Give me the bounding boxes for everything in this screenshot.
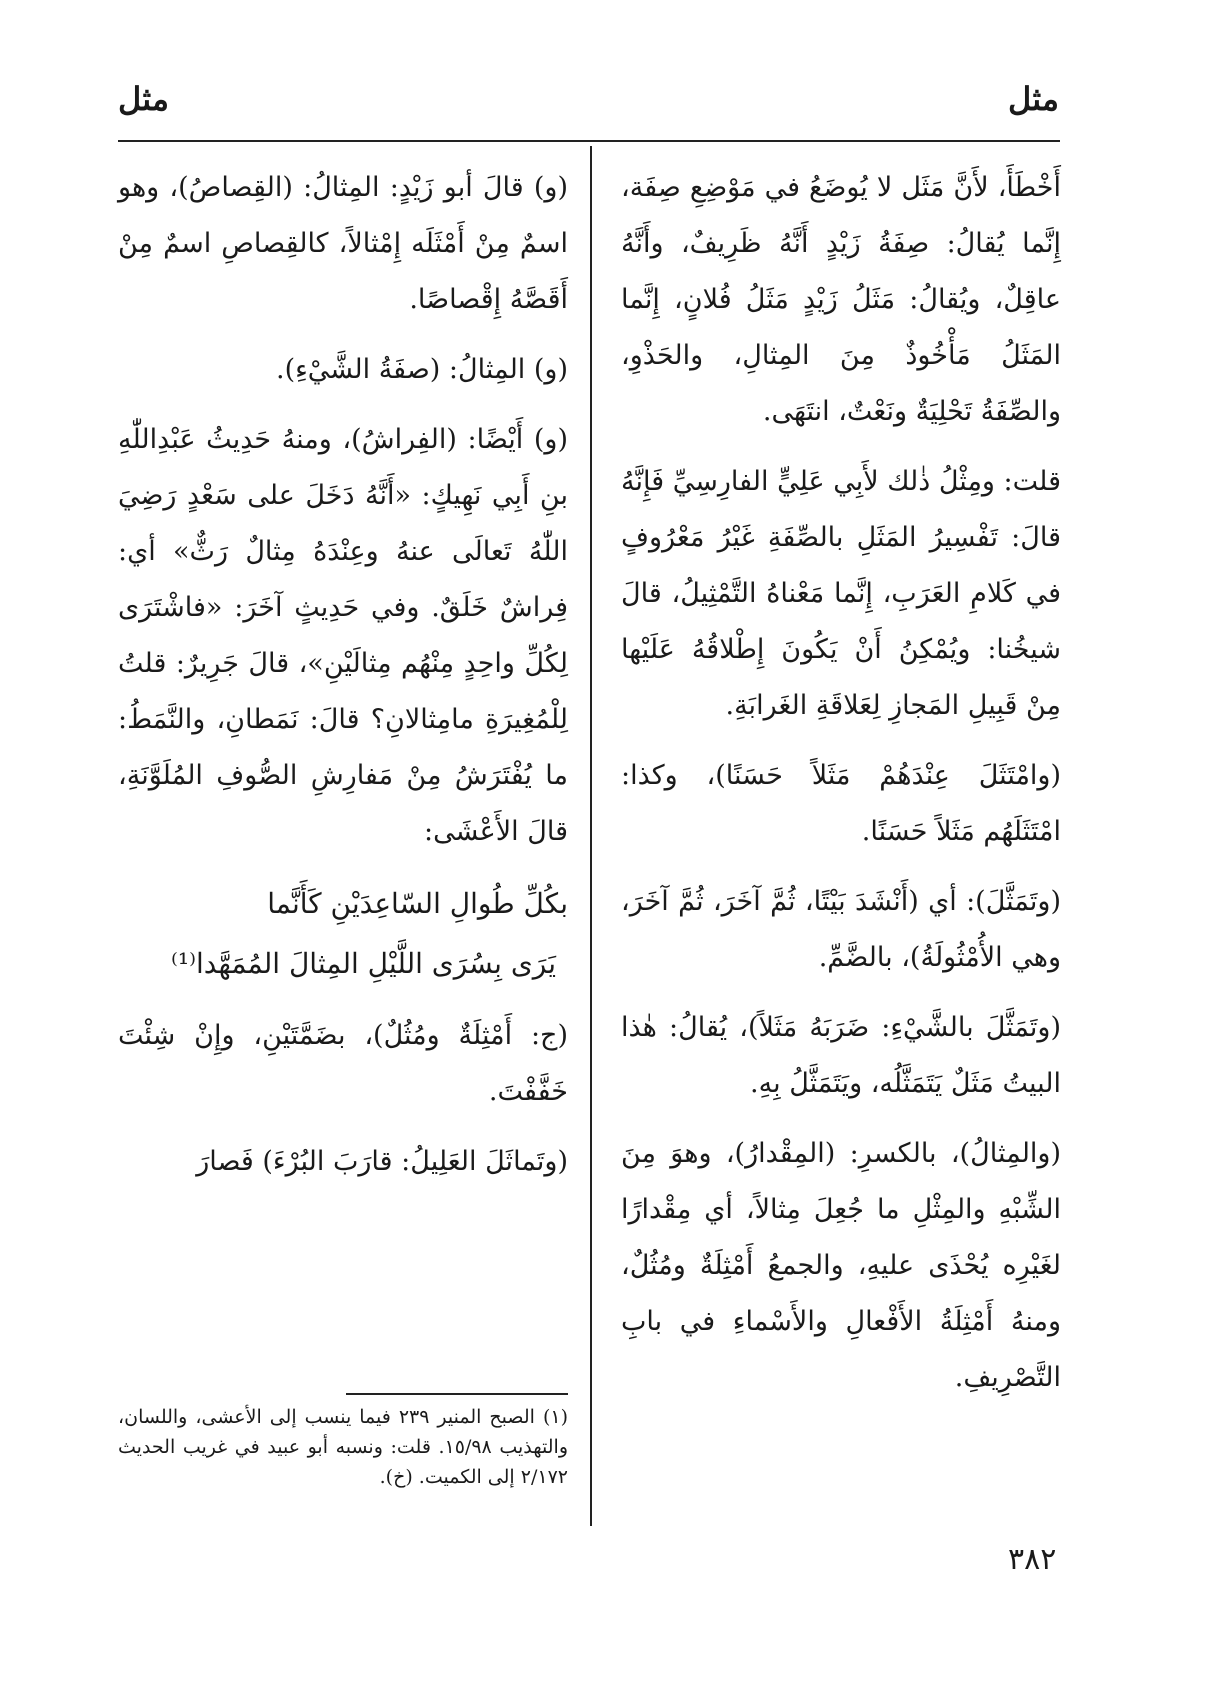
footnote: (١) الصبح المنير ٢٣٩ فيما ينسب إلى الأعشى، واللسان، والتهذيب ١٥/٩٨. قلت: ونسبه أبو عبيد في غريب الحديث ٢/١٧٢ إلى الكميت. (خ).: [118, 1406, 569, 1488]
entry-paragraph: (والمِثالُ)، بالكسرِ: (المِقْدارُ)، وهوَ مِنَ الشِّبْهِ والمِثْلِ ما جُعِلَ مِثالاً، أي مِقْدارًا لغَيْرِه يُحْذَى عليهِ، والجمعُ أَمْثِلَةٌ ومُثُلٌ، ومنهُ أَمْثِلَةُ الأَفْعالِ والأَسْماءِ في بابِ التَّصْرِيفِ.: [621, 1138, 1061, 1393]
running-header-left: مثل: [118, 80, 170, 118]
entry-paragraph: (وتَمَثَّلَ بالشَّيْءِ: ضَرَبَهُ مَثَلاً)، يُقالُ: هٰذا البيتُ مَثَلٌ يَتَمَثَّلُه، ويَتَمَثَّلُ بِهِ.: [621, 1012, 1061, 1099]
entry-paragraph: أَخْطَأَ، لأَنَّ مَثَل لا يُوضَعُ في مَوْضِعِ صِفَة، إِنَّما يُقالُ: صِفَةُ زَيْدٍ أَنَّهُ ظَرِيفٌ، وأَنَّهُ عاقِلٌ، ويُقالُ: مَثَلُ زَيْدٍ مَثَلُ فُلانٍ، إِنَّما المَثَلُ مَأْخُوذٌ مِنَ المِثالِ، والحَذْوِ، والصِّفَةُ تَحْلِيَةٌ ونَعْتٌ، انتَهَى.: [621, 172, 1061, 427]
column-divider: [590, 146, 592, 1526]
footnote-rule: [346, 1393, 568, 1395]
poetry-verse-second-half: يَرَى بِسُرَى اللَّيْلِ المِثالَ المُمَهَّدا⁽¹⁾: [170, 947, 556, 980]
entry-paragraph: قلت: ومِثْلُ ذٰلك لأَبِي عَلِيٍّ الفارِسِيِّ فَإِنَّهُ قالَ: تَفْسِيرُ المَثَلِ بالصِّفَةِ غَيْرُ مَعْرُوفٍ في كَلامِ العَرَبِ، إِنَّما مَعْناهُ التَّمْثِيلُ، قالَ شيخُنا: ويُمْكِنُ أَنْ يَكُونَ إِطْلاقُهُ عَلَيْها مِنْ قَبِيلِ المَجازِ لِعَلاقَةِ الغَرابَةِ.: [621, 466, 1061, 721]
right-column: [621, 160, 1061, 1420]
header-rule: [118, 140, 1060, 142]
page-number: ٣٨٢: [1008, 1542, 1057, 1577]
running-header-right: مثل: [1007, 80, 1059, 118]
entry-paragraph: (وتَماثَلَ العَلِيلُ: قارَبَ البُرْءَ) فَصارَ: [196, 1146, 568, 1177]
entry-paragraph: (و) أَيْضًا: (الفِراشُ)، ومنهُ حَدِيثُ عَبْدِاللّٰهِ بنِ أَبِي نَهِيكٍ: «أَنَّهُ دَخَلَ على سَعْدٍ رَضِيَ اللّٰهُ تَعالَى عنهُ وعِنْدَهُ مِثالٌ رَثٌّ» أي: فِراشٌ خَلَقٌ. وفي حَدِيثٍ آخَرَ: «فاشْتَرَى لِكُلِّ واحِدٍ مِنْهُم مِثالَيْنِ»، قالَ جَرِيرٌ: قلتُ لِلْمُغِيرَةِ مامِثالانِ؟ قالَ: نَمَطانِ، والنَّمَطُ: ما يُفْتَرَشُ مِنْ مَفارِشِ الصُّوفِ المُلَوَّنَةِ، قالَ الأَعْشَى:: [118, 424, 568, 847]
left-column: [118, 160, 568, 1204]
entry-paragraph: (وتَمَثَّلَ): أي (أَنْشَدَ بَيْتًا، ثُمَّ آخَرَ، ثُمَّ آخَرَ، وهي الأُمْثُولَةُ)، بالضَّمِّ.: [621, 886, 1061, 973]
entry-paragraph: (و) المِثالُ: (صفَةُ الشَّيْءِ).: [275, 354, 568, 385]
entry-paragraph: (ج: أَمْثِلَةٌ ومُثُلٌ)، بضَمَّتَيْنِ، وإِنْ شِئْتَ خَفَّفْتَ.: [118, 1020, 568, 1107]
entry-paragraph: (و) قالَ أبو زَيْدٍ: المِثالُ: (القِصاصُ)، وهو اسمٌ مِنْ أَمْثَلَه إِمْثالاً، كالقِصاصِ اسمٌ مِنْ أَقَصَّهُ إِقْصاصًا.: [118, 172, 568, 315]
entry-paragraph: (وامْتَثَلَ عِنْدَهُمْ مَثَلاً حَسَنًا)، وكذا: امْتَثَلَهُم مَثَلاً حَسَنًا.: [621, 760, 1061, 847]
poetry-verse-first-half: بكُلِّ طُوالِ السّاعِدَيْنِ كَأَنَّما: [267, 887, 568, 920]
